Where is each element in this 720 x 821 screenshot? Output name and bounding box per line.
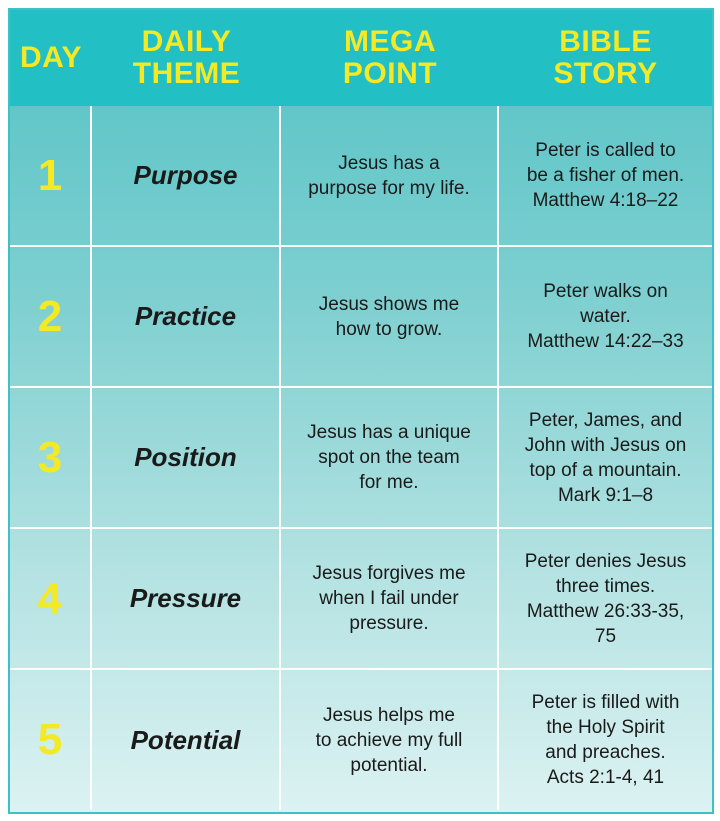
table-row <box>10 388 712 529</box>
day-number: 5 <box>10 670 92 810</box>
table-row <box>10 670 712 810</box>
daily-theme: Purpose <box>92 106 281 245</box>
table-row <box>10 529 712 670</box>
daily-theme: Position <box>92 388 281 527</box>
bible-story: Peter is filled with the Holy Spirit and preaches. Acts 2:1-4, 41 <box>531 692 680 788</box>
header-mega-point: MEGA POINT <box>342 25 438 90</box>
bible-story: Peter denies Jesus three times. Matthew 26:33-35, 75 <box>524 550 687 647</box>
table-row <box>10 247 712 388</box>
day-number: 1 <box>10 106 92 245</box>
mega-point: Jesus shows me how to grow. <box>281 247 499 386</box>
daily-theme: Pressure <box>92 529 281 668</box>
day-number: 4 <box>10 529 92 668</box>
schedule-table <box>8 8 714 814</box>
mega-point: Jesus helps me to achieve my full potential. <box>281 670 499 810</box>
mega-point: Jesus has a purpose for my life. <box>281 106 499 245</box>
mega-point: Jesus forgives me when I fail under pressure. <box>281 529 499 668</box>
mega-point: Jesus has a unique spot on the team for me. <box>281 388 499 527</box>
bible-story: Peter, James, and John with Jesus on top of a mountain. Mark 9:1–8 <box>524 409 687 506</box>
day-number: 2 <box>10 247 92 386</box>
table-row <box>10 106 712 247</box>
daily-theme: Practice <box>92 247 281 386</box>
header-bible-story: BIBLE STORY <box>553 25 658 90</box>
header-day: DAY <box>19 41 83 74</box>
day-number: 3 <box>10 388 92 527</box>
table-header <box>10 10 712 106</box>
daily-theme: Potential <box>92 670 281 810</box>
header-daily-theme: DAILY THEME <box>132 25 241 90</box>
table-body <box>10 106 712 810</box>
bible-story: Peter is called to be a fisher of men. Matthew 4:18–22 <box>526 140 685 211</box>
bible-story: Peter walks on water. Matthew 14:22–33 <box>527 281 684 352</box>
